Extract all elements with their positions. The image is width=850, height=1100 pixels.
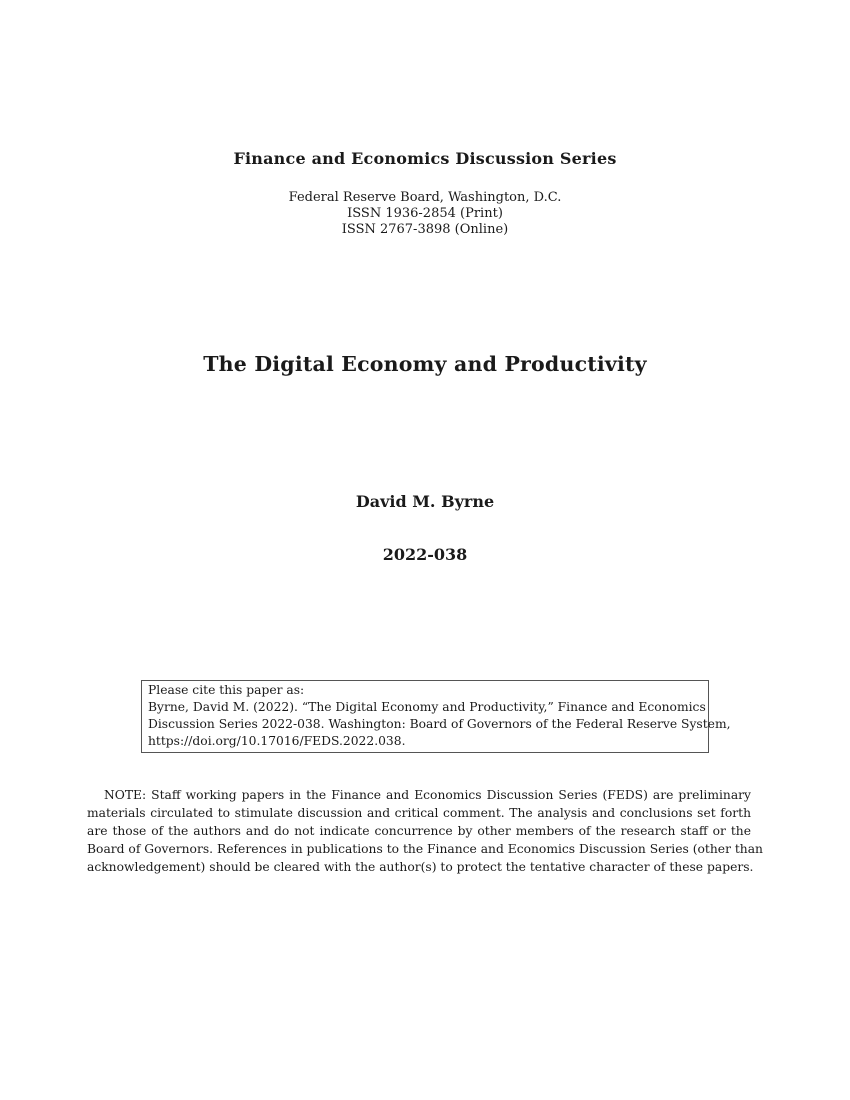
publisher-line: Federal Reserve Board, Washington, D.C. [288,190,562,205]
citation-line: Byrne, David M. (2022). “The Digital Economy and Productivity,” Finance and Economics [148,700,706,714]
citation-box [141,680,731,753]
note-line: acknowledgement) should be cleared with the author(s) to protect the tentative character of these papers. [87,860,754,874]
paper-title: The Digital Economy and Productivity [203,352,647,376]
author-name: David M. Byrne [355,492,495,511]
paper-number: 2022-038 [382,545,468,564]
note-line: are those of the authors and do not indicate concurrence by other members of the research staff or the [87,824,751,838]
note-line: Board of Governors. References in publications to the Finance and Economics Discussion Series (other than [87,842,763,856]
publication-info [0,190,850,238]
issn-online-line: ISSN 2767-3898 (Online) [341,222,509,237]
disclaimer-note [87,786,763,876]
series-title: Finance and Economics Discussion Series [233,149,617,168]
issn-print-line: ISSN 1936-2854 (Print) [347,206,503,221]
note-line: NOTE: Staff working papers in the Finance and Economics Discussion Series (FEDS) are preliminary [104,788,751,802]
note-line: materials circulated to stimulate discussion and critical comment. The analysis and conclusions set forth [87,806,751,820]
citation-line: Please cite this paper as: [148,683,305,697]
citation-line: Discussion Series 2022-038. Washington: Board of Governors of the Federal Reserve System, [148,717,731,731]
citation-doi-link[interactable]: https://doi.org/10.17016/FEDS.2022.038. [148,734,406,748]
